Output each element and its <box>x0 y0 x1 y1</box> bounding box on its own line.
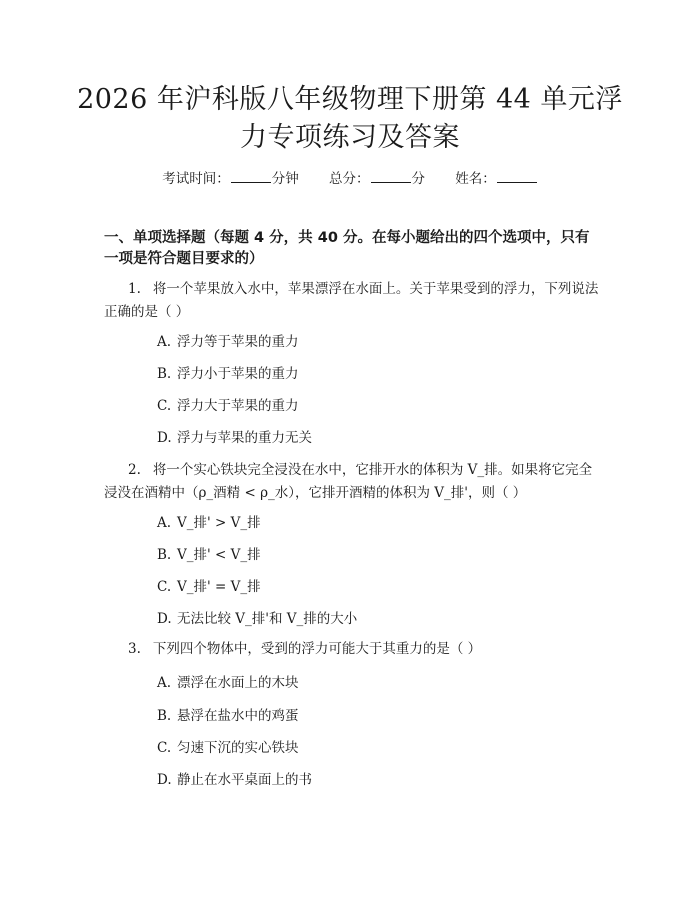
exam-time-field <box>162 167 299 187</box>
question-2-number: 2. <box>128 462 141 478</box>
option-text: 悬浮在盐水中的鸡蛋 <box>177 708 299 724</box>
option-text: 匀速下沉的实心铁块 <box>177 740 299 756</box>
question-3-stem: 下列四个物体中，受到的浮力可能大于其重力的是（ ） <box>152 641 482 657</box>
question-2-stem: 将一个实心铁块完全浸没在水中，它排开水的体积为 V_排。如果将它完全浸没在酒精中（ρ_酒精 < ρ_水），它排开酒精的体积为 V_排'，则（ ） <box>104 462 593 501</box>
option-text: 静止在水平桌面上的书 <box>177 772 312 788</box>
option-letter: C. <box>157 579 172 595</box>
option-letter: D. <box>157 430 172 446</box>
option-letter: A. <box>157 675 172 691</box>
question-2-option-a <box>157 513 261 533</box>
option-text: V_排' < V_排 <box>177 547 261 563</box>
exam-time-unit: 分钟 <box>271 171 299 187</box>
total-score-unit: 分 <box>411 171 425 187</box>
question-3-number: 3. <box>128 641 141 657</box>
option-text: V_排' = V_排 <box>177 579 261 595</box>
question-1-option-b <box>157 364 299 384</box>
document-title-line-1: 2026 年沪科版八年级物理下册第 44 单元浮 <box>77 84 623 115</box>
exam-time-blank <box>231 169 271 183</box>
option-text: V_排' > V_排 <box>177 515 261 531</box>
option-text: 无法比较 V_排'和 V_排的大小 <box>177 611 358 627</box>
option-letter: C. <box>157 398 172 414</box>
question-3 <box>104 638 600 661</box>
question-1-option-a <box>157 332 299 352</box>
option-text: 浮力小于苹果的重力 <box>177 366 299 382</box>
question-3-option-c <box>157 738 299 758</box>
question-3-option-a <box>157 673 299 693</box>
student-name-label: 姓名： <box>455 171 496 187</box>
student-name-field <box>455 167 538 187</box>
question-1-option-c <box>157 396 299 416</box>
question-1 <box>104 278 600 324</box>
document-title-line-2: 力专项练习及答案 <box>240 122 460 153</box>
section-1-heading: 一、单项选择题（每题 4 分，共 40 分。在每小题给出的四个选项中，只有一项是符合题目要求的） <box>104 230 590 267</box>
exam-time-label: 考试时间： <box>162 171 230 187</box>
option-letter: B. <box>157 547 172 563</box>
total-score-label: 总分： <box>329 171 370 187</box>
question-1-number: 1. <box>128 281 141 297</box>
total-score-field <box>329 167 425 187</box>
option-text: 漂浮在水面上的木块 <box>177 675 299 691</box>
option-letter: A. <box>157 334 172 350</box>
option-letter: D. <box>157 772 172 788</box>
total-score-blank <box>371 169 411 183</box>
question-2 <box>104 459 600 505</box>
exam-meta <box>0 167 700 187</box>
question-2-option-b <box>157 545 261 565</box>
option-text: 浮力大于苹果的重力 <box>177 398 299 414</box>
question-2-option-d <box>157 609 357 629</box>
option-letter: C. <box>157 740 172 756</box>
option-letter: D. <box>157 611 172 627</box>
option-text: 浮力与苹果的重力无关 <box>177 430 312 446</box>
question-2-option-c <box>157 577 261 597</box>
option-letter: B. <box>157 708 172 724</box>
student-name-blank <box>497 169 537 183</box>
option-text: 浮力等于苹果的重力 <box>177 334 299 350</box>
question-3-option-b <box>157 706 299 726</box>
question-3-option-d <box>157 770 312 790</box>
option-letter: A. <box>157 515 172 531</box>
option-letter: B. <box>157 366 172 382</box>
question-1-stem: 将一个苹果放入水中，苹果漂浮在水面上。关于苹果受到的浮力，下列说法正确的是（ ） <box>104 281 599 320</box>
question-1-option-d <box>157 428 312 448</box>
